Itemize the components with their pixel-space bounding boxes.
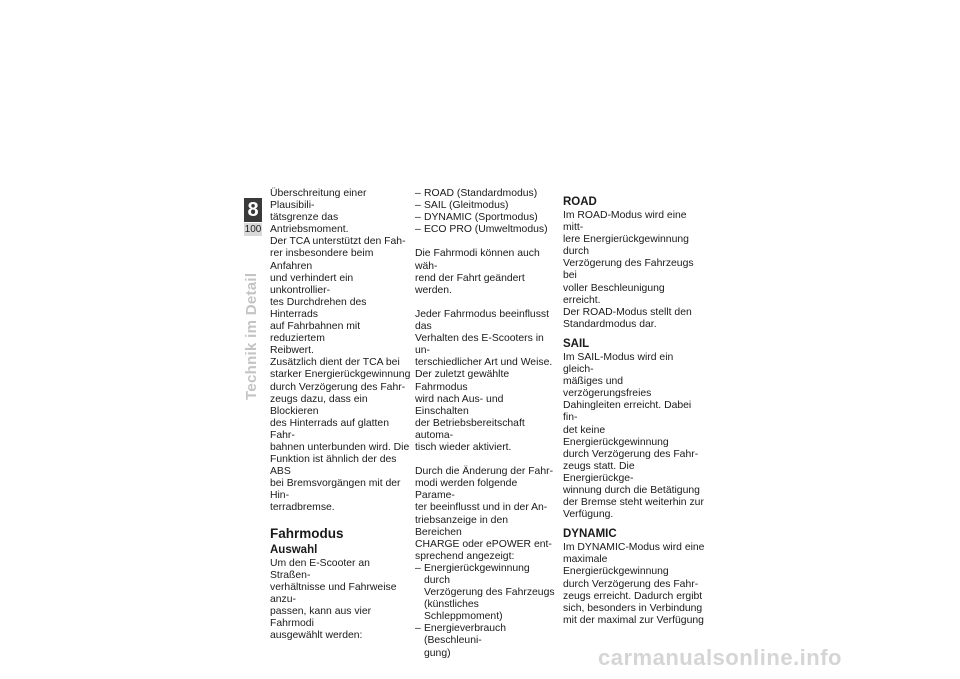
text-line: Um den E-Scooter an Straßen- — [270, 557, 370, 581]
text-line: verhältnisse und Fahrweise anzu- — [270, 581, 397, 605]
page-number: 100 — [244, 224, 262, 235]
text-line: Reibwert. — [270, 345, 314, 357]
text-line: Verhalten des E-Scooters in un- — [415, 333, 544, 357]
text-line: der Betriebsbereitschaft automa- — [415, 417, 525, 441]
text-line: des Hinterrads auf glatten Fahr- — [270, 417, 389, 441]
text-line: mit der maximal zur Verfügung — [563, 614, 704, 626]
text-line: rend der Fahrt geändert werden. — [415, 272, 525, 296]
text-line: durch Verzögerung des Fahr- — [563, 448, 699, 460]
parameter-list — [415, 563, 557, 660]
text-line: det keine Energierückgewinnung — [563, 424, 669, 448]
selection-paragraph — [270, 558, 412, 643]
text-line: Verzögerung des Fahrzeugs bei — [563, 258, 694, 282]
text-line: Dahingleiten erreicht. Dabei fin- — [563, 400, 692, 424]
paragraph — [415, 466, 557, 563]
tca-paragraph — [270, 188, 412, 515]
list-item: – DYNAMIC (Sportmodus) — [415, 212, 557, 224]
sail-heading: SAIL — [563, 337, 590, 350]
text-line: Standardmodus dar. — [563, 318, 657, 330]
list-item — [415, 563, 557, 623]
text-line: Zusätzlich dient der TCA bei — [270, 357, 400, 369]
text-line: mäßiges und verzögerungsfreies — [563, 376, 652, 400]
sail-paragraph — [563, 352, 705, 521]
chapter-number: 8 — [244, 198, 262, 222]
text-line: ausgewählt werden: — [270, 630, 363, 642]
list-item — [415, 623, 557, 659]
dynamic-heading: DYNAMIC — [563, 528, 617, 541]
text-line: voller Beschleunigung erreicht. — [563, 282, 665, 306]
text-line: tisch wieder aktiviert. — [415, 441, 512, 453]
text-line: wird nach Aus- und Einschalten — [415, 393, 504, 417]
column-3 — [563, 188, 705, 627]
text-line: sprechend angezeigt: — [415, 550, 515, 562]
text-line: maximale Energierückgewinnung — [563, 554, 669, 578]
text-line: Überschreitung einer Plausibili- — [270, 188, 367, 212]
text-line: Der zuletzt gewählte Fahrmodus — [415, 369, 510, 393]
text-line: Verzögerung des Fahrzeugs — [424, 587, 555, 599]
column-2 — [415, 188, 557, 660]
text-line: (künstliches Schleppmoment) — [424, 599, 503, 623]
text-line: rer insbesondere beim Anfahren — [270, 248, 374, 272]
list-item: – ECO PRO (Umweltmodus) — [415, 224, 557, 236]
text-line: gung) — [424, 647, 451, 659]
text-line: modi werden folgende Parame- — [415, 478, 518, 502]
text-line: Die Fahrmodi können auch wäh- — [415, 248, 540, 272]
text-line: tes Durchdrehen des Hinterrads — [270, 296, 367, 320]
column-1 — [270, 188, 412, 642]
text-line: der Bremse steht weiterhin zur — [563, 497, 704, 509]
text-line: bei Bremsvorgängen mit der Hin- — [270, 478, 401, 502]
dynamic-paragraph — [563, 542, 705, 627]
text-line: Der TCA unterstützt den Fah- — [270, 236, 406, 248]
text-line: passen, kann aus vier Fahrmodi — [270, 605, 372, 629]
text-line: terschiedlicher Art und Weise. — [415, 357, 553, 369]
text-line: tätsgrenze das Antriebsmoment. — [270, 212, 349, 236]
section-heading: Fahrmodus — [270, 525, 344, 541]
text-line: ter beeinflusst und in der An- — [415, 502, 548, 514]
subsection-heading: Auswahl — [270, 543, 318, 556]
text-line: Im ROAD-Modus wird eine mitt- — [563, 210, 687, 234]
text-line: bahnen unterbunden wird. Die — [270, 441, 410, 453]
mode-list — [415, 188, 557, 236]
text-line: Im SAIL-Modus wird ein gleich- — [563, 351, 674, 376]
list-item: – ROAD (Standardmodus) — [415, 188, 557, 200]
text-line: starker Energierückgewinnung — [270, 369, 411, 381]
road-paragraph — [563, 210, 705, 331]
text-line: Funktion ist ähnlich der des ABS — [270, 454, 397, 478]
text-line: – Energierückgewinnung durch — [424, 562, 530, 586]
text-line: Im DYNAMIC-Modus wird eine — [563, 542, 705, 554]
watermark: carmanualsonline.info — [598, 645, 842, 670]
text-line: zeugs dazu, dass ein Blockieren — [270, 393, 368, 417]
text-line: – Energieverbrauch (Beschleuni- — [424, 623, 507, 647]
text-line: durch Verzögerung des Fahr- — [563, 578, 699, 590]
road-heading: ROAD — [563, 196, 597, 208]
text-line: terradbremse. — [270, 502, 335, 514]
text-line: und verhindert ein unkontrollier- — [270, 272, 354, 296]
text-line: winnung durch die Betätigung — [563, 484, 700, 496]
paragraph — [415, 309, 557, 454]
text-line: Verfügung. — [563, 509, 614, 521]
text-line: zeugs statt. Die Energierückge- — [563, 460, 635, 484]
text-line: sich, besonders in Verbindung — [563, 602, 703, 614]
text-line: Durch die Änderung der Fahr- — [415, 466, 554, 478]
text-line: auf Fahrbahnen mit reduziertem — [270, 321, 361, 345]
chapter-title: Technik im Detail — [243, 272, 260, 400]
list-item: – SAIL (Gleitmodus) — [415, 200, 557, 212]
text-line: CHARGE oder ePOWER ent- — [415, 538, 552, 550]
text-line: Der ROAD-Modus stellt den — [563, 306, 692, 318]
text-line: Jeder Fahrmodus beeinflusst das — [415, 308, 549, 333]
text-line: triebsanzeige in den Bereichen — [415, 514, 509, 538]
text-line: durch Verzögerung des Fahr- — [270, 381, 406, 393]
text-line: zeugs erreicht. Dadurch ergibt — [563, 590, 703, 602]
paragraph — [415, 248, 557, 296]
text-line: lere Energierückgewinnung durch — [563, 234, 689, 258]
